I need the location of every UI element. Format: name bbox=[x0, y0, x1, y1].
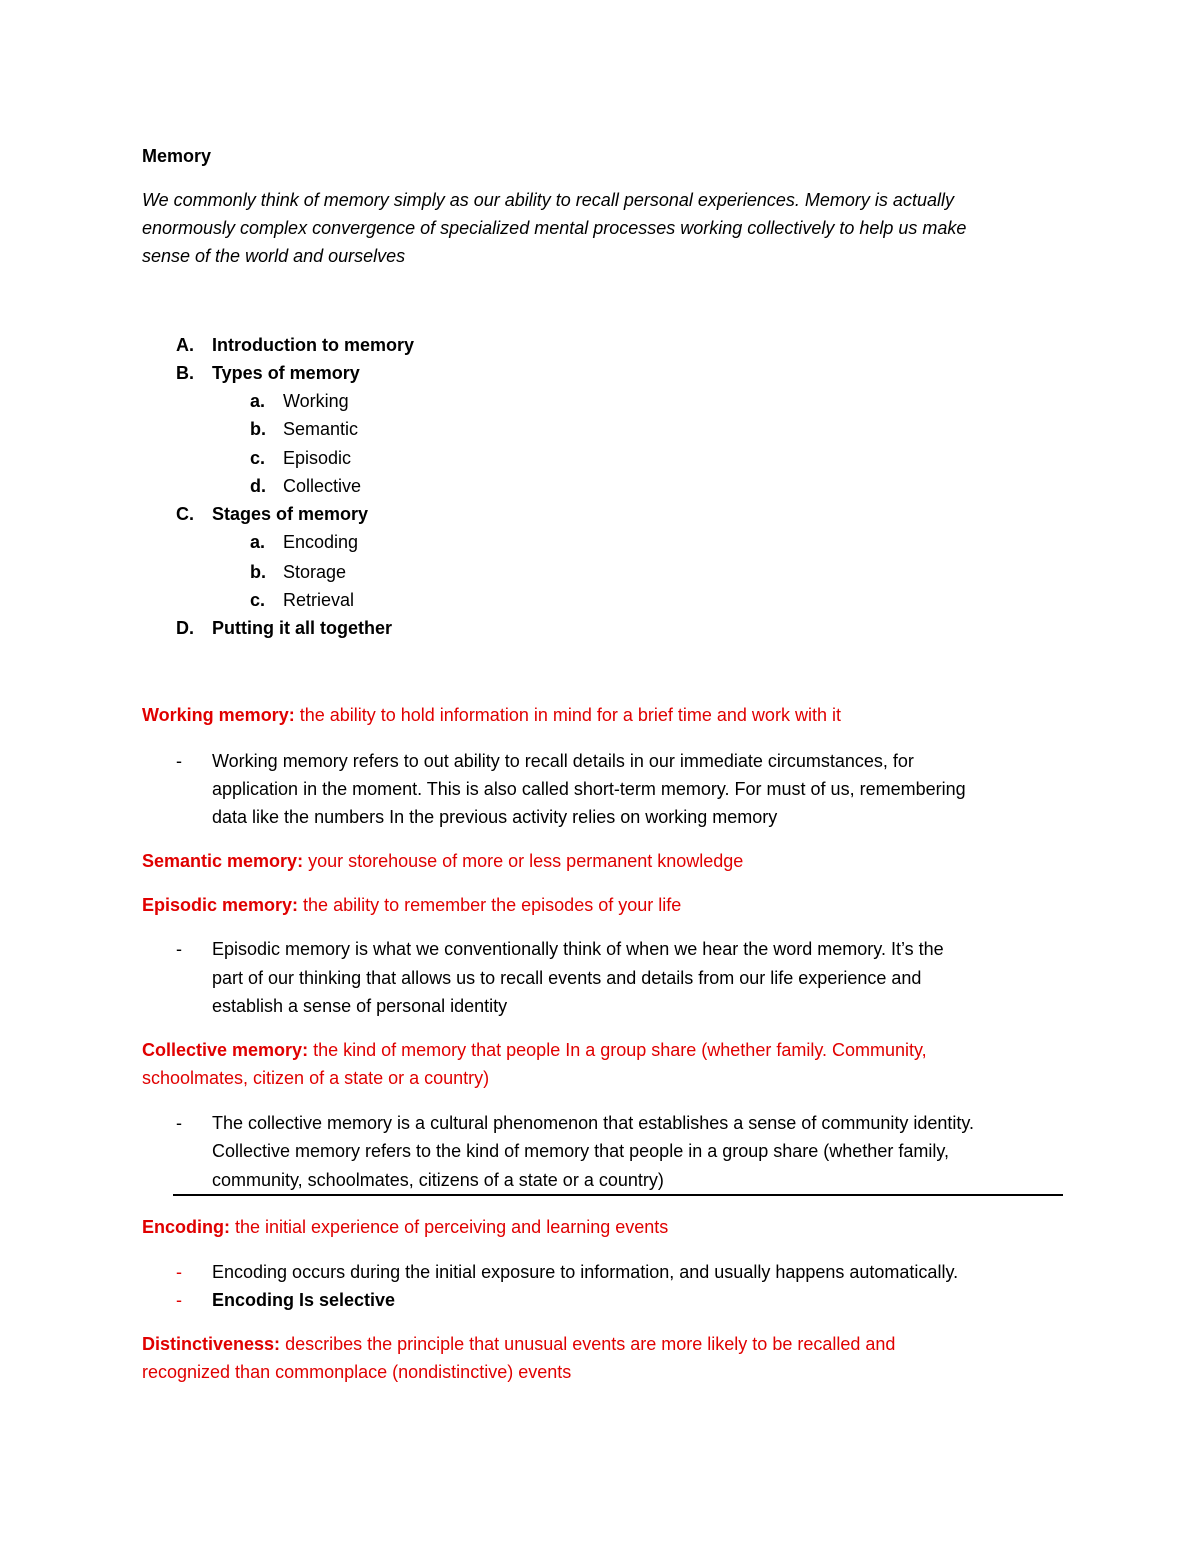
sub-marker: c. bbox=[250, 448, 266, 468]
term: Distinctiveness: bbox=[142, 1334, 281, 1354]
sub-item-retrieval: Retrieval bbox=[283, 590, 355, 610]
bullet-line: Episodic memory is what we conventionally think of when we hear the word memory. It’s the bbox=[212, 939, 944, 959]
bullet-dash: - bbox=[176, 751, 182, 771]
bullet-line: part of our thinking that allows us to recall events and details from our life experience and bbox=[212, 968, 922, 988]
horizontal-rule bbox=[173, 1194, 1063, 1196]
bullet-line: community, schoolmates, citizens of a state or a country) bbox=[212, 1170, 664, 1190]
definition-episodic-memory bbox=[142, 896, 681, 914]
sub-marker: a. bbox=[250, 391, 266, 411]
intro-line-1: We commonly think of memory simply as our ability to recall personal experiences. Memory is actually bbox=[142, 190, 954, 210]
definition-text-cont: recognized than commonplace (nondistinctive) events bbox=[142, 1362, 572, 1382]
definition-text: the initial experience of perceiving and learning events bbox=[230, 1217, 669, 1237]
outline-marker: A. bbox=[176, 335, 194, 355]
term: Semantic memory: bbox=[142, 851, 304, 871]
bullet-dash: - bbox=[176, 1290, 182, 1310]
bullet-dash: - bbox=[176, 1262, 182, 1282]
definition-semantic-memory bbox=[142, 852, 743, 870]
definition-text: the kind of memory that people In a group share (whether family. Community, bbox=[308, 1040, 927, 1060]
sub-item-working: Working bbox=[283, 391, 349, 411]
sub-item-storage: Storage bbox=[283, 562, 347, 582]
page-title: Memory bbox=[142, 146, 212, 166]
sub-marker: d. bbox=[250, 476, 266, 496]
outline-item-together: Putting it all together bbox=[212, 618, 392, 638]
definition-text-cont: schoolmates, citizen of a state or a country) bbox=[142, 1068, 490, 1088]
definition-collective-memory bbox=[142, 1041, 927, 1059]
intro-line-2: enormously complex convergence of specialized mental processes working collectively to help us make bbox=[142, 218, 967, 238]
definition-distinctiveness bbox=[142, 1335, 895, 1353]
sub-item-semantic: Semantic bbox=[283, 419, 359, 439]
bullet-line: application in the moment. This is also called short-term memory. For must of us, remembering bbox=[212, 779, 966, 799]
bullet-dash: - bbox=[176, 1113, 182, 1133]
intro-line-3: sense of the world and ourselves bbox=[142, 246, 406, 266]
bullet-line: establish a sense of personal identity bbox=[212, 996, 508, 1016]
term: Working memory: bbox=[142, 705, 295, 725]
sub-marker: c. bbox=[250, 590, 266, 610]
definition-text: the ability to remember the episodes of your life bbox=[298, 895, 682, 915]
bullet-line: The collective memory is a cultural phenomenon that establishes a sense of community identity. bbox=[212, 1113, 975, 1133]
outline-item-types: Types of memory bbox=[212, 363, 360, 383]
outline-item-stages: Stages of memory bbox=[212, 504, 369, 524]
definition-encoding bbox=[142, 1218, 668, 1236]
term: Encoding: bbox=[142, 1217, 230, 1237]
sub-marker: b. bbox=[250, 562, 266, 582]
sub-item-episodic: Episodic bbox=[283, 448, 352, 468]
definition-text: your storehouse of more or less permanent knowledge bbox=[303, 851, 744, 871]
definition-working-memory bbox=[142, 706, 841, 724]
bullet-line: Collective memory refers to the kind of memory that people in a group share (whether family, bbox=[212, 1141, 949, 1161]
sub-item-collective: Collective bbox=[283, 476, 362, 496]
sub-marker: b. bbox=[250, 419, 266, 439]
definition-text: the ability to hold information in mind for a brief time and work with it bbox=[294, 705, 841, 725]
sub-marker: a. bbox=[250, 532, 266, 552]
bullet-line: Encoding occurs during the initial exposure to information, and usually happens automatically. bbox=[212, 1262, 959, 1282]
term: Episodic memory: bbox=[142, 895, 299, 915]
bullet-line: Working memory refers to out ability to recall details in our immediate circumstances, for bbox=[212, 751, 914, 771]
bullet-dash: - bbox=[176, 939, 182, 959]
outline-marker: D. bbox=[176, 618, 194, 638]
sub-item-encoding: Encoding bbox=[283, 532, 359, 552]
outline-item-introduction: Introduction to memory bbox=[212, 335, 414, 355]
outline-marker: C. bbox=[176, 504, 194, 524]
definition-text: describes the principle that unusual events are more likely to be recalled and bbox=[280, 1334, 896, 1354]
outline-marker: B. bbox=[176, 363, 194, 383]
bullet-line-bold: Encoding Is selective bbox=[212, 1290, 396, 1310]
term: Collective memory: bbox=[142, 1040, 309, 1060]
bullet-line: data like the numbers In the previous activity relies on working memory bbox=[212, 807, 778, 827]
